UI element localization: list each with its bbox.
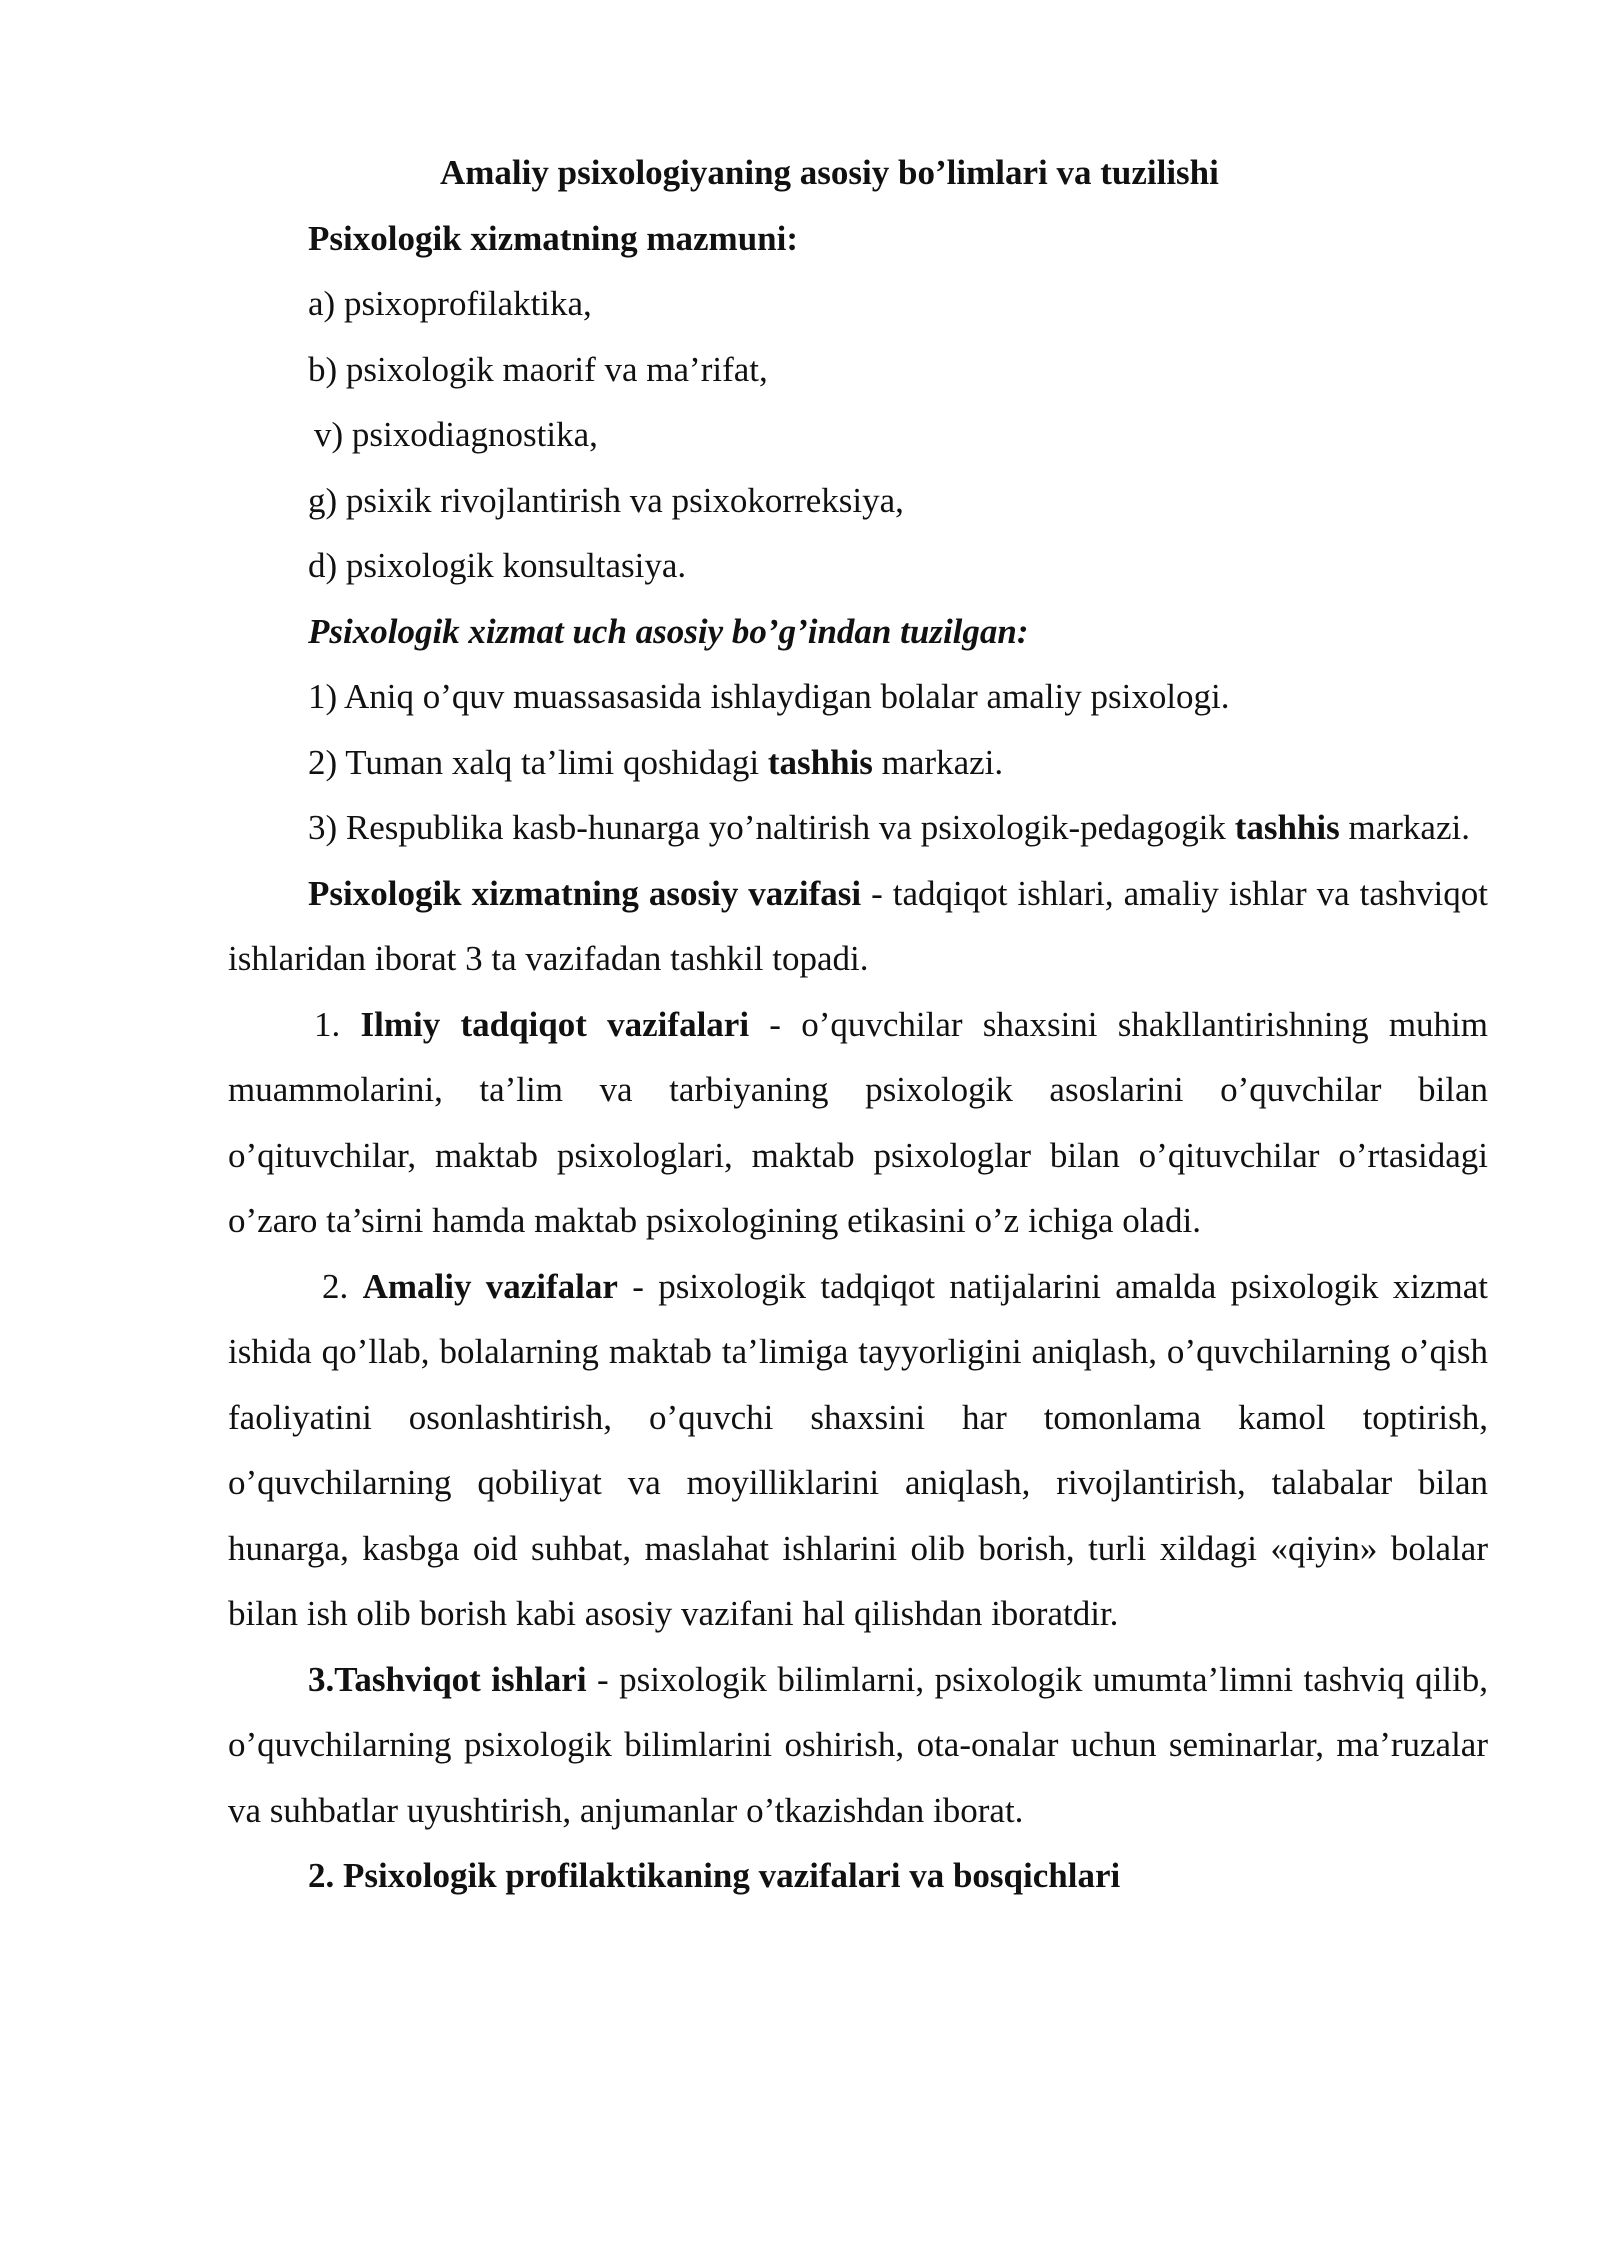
content-heading: Psixologik xizmatning mazmuni: (308, 218, 799, 258)
content-item-g: g) psixik rivojlantirish va psixokorreksiya, (308, 480, 904, 520)
structure-item-2-bold: tashhis (767, 742, 873, 782)
content-item-d: d) psixologik konsultasiya. (308, 546, 687, 585)
task-item-3 (228, 1647, 1488, 1844)
task-paragraph (228, 861, 1488, 992)
content-item-b: b) psixologik maorif va ma’rifat, (308, 349, 768, 389)
structure-item-3 (228, 795, 1488, 861)
task-item-2-bold: Amaliy vazifalar (362, 1266, 618, 1306)
structure-item-2 (228, 730, 1488, 796)
structure-item-3-bold: tashhis (1234, 808, 1340, 847)
structure-item-2-text: 2) Tuman xalq ta’limi qoshidagi (308, 742, 768, 782)
structure-item-3-end: markazi. (1339, 808, 1470, 847)
task-item-2-number: 2. (322, 1266, 363, 1306)
task-item-2-text: - psixologik tadqiqot natijalarini amalda psixologik xizmat ishida qo’llab, bolalarning maktab ta’limiga tayyorligini aniqlash, o’quvchilarning o’qish faoliyatini osonlashtirish, o’quvchi shaxsini har tomonlama kamol toptirish, o’quvchilarning qobiliyat va moyilliklarini aniqlash, rivojlantirish, talabalar bilan hunarga, kasbga oid suhbat, maslahat ishlarini olib borish, turli xildagi «qiyin» bolalar bilan ish olib borish kabi asosiy vazifani hal qilishdan iboratdir. (228, 1266, 1488, 1633)
task-item-3-text: - psixologik bilimlarni, psixologik umumta’limni tashviq qilib, o’quvchilarning psixologik bilimlarini oshirish, ota-onalar uchun seminarlar, ma’ruzalar va suhbatlar uyushtirish, anjumanlar o’tkazishdan iborat. (228, 1659, 1489, 1830)
document-title: Amaliy psixologiyaning asosiy bo’limlari va tuzilishi (440, 153, 1219, 192)
document-page (228, 140, 1488, 1909)
structure-item-2-end: markazi. (872, 742, 1004, 782)
content-item-a: a) psixoprofilaktika, (308, 284, 592, 323)
task-item-1-text: - o’quvchilar shaxsini shakllantirishning muhim muammolarini, ta’lim va tarbiyaning psixologik asoslarini o’quvchilar bilan o’qituvchilar, maktab psixologlari, maktab psixologlar bilan o’qituvchilar o’rtasidagi o’zaro ta’sirni hamda maktab psixologining etikasini o’z ichiga oladi. (228, 1004, 1488, 1240)
task-item-1 (228, 992, 1488, 1254)
task-item-1-number: 1. (314, 1004, 361, 1044)
task-item-3-bold: 3.Tashviqot ishlari (308, 1659, 587, 1699)
section-2-heading: 2. Psixologik profilaktikaning vazifalari va bosqichlari (308, 1856, 1121, 1895)
task-bold: Psixologik xizmatning asosiy vazifasi (308, 873, 862, 913)
structure-item-3-text: 3) Respublika kasb-hunarga yo’naltirish va psixologik-pedagogik (308, 808, 1235, 847)
structure-item-1: 1) Aniq o’quv muassasasida ishlaydigan bolalar amaliy psixologi. (308, 677, 1230, 716)
structure-heading: Psixologik xizmat uch asosiy bo’g’indan tuzilgan: (308, 611, 1029, 651)
content-item-v: v) psixodiagnostika, (314, 415, 598, 454)
task-text: - tadqiqot ishlari, amaliy ishlar va tashviqot ishlaridan iborat 3 ta vazifadan tashkil topadi. (228, 873, 1488, 978)
task-item-2 (228, 1254, 1488, 1647)
task-item-1-bold: Ilmiy tadqiqot vazifalari (360, 1004, 750, 1044)
